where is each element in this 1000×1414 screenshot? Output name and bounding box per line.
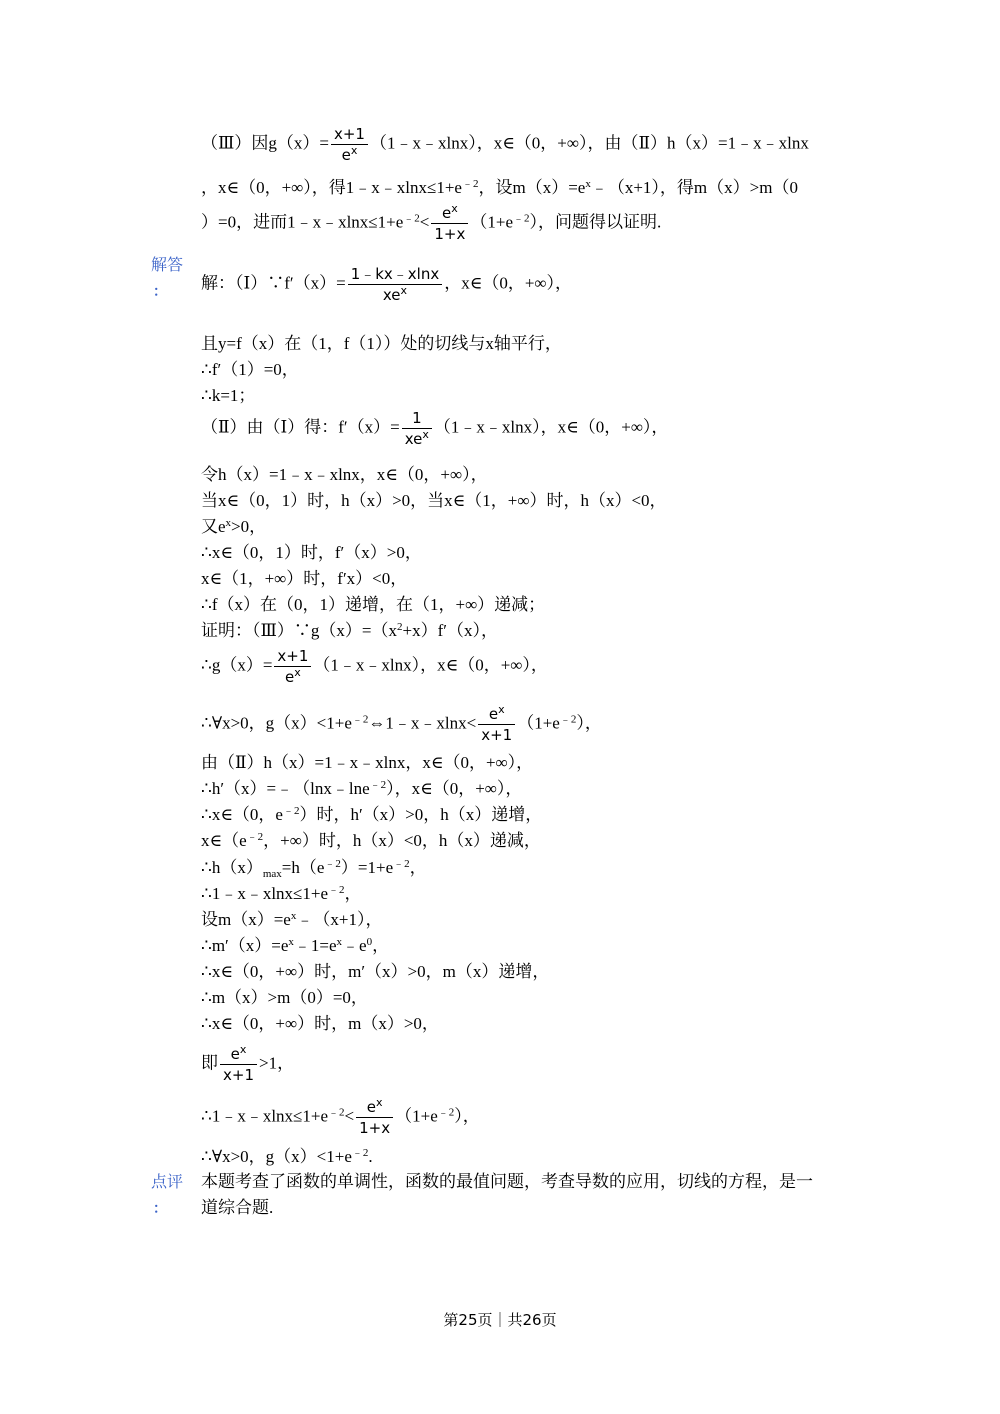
analysis-line-1 <box>201 124 809 165</box>
text: >1， <box>259 1053 295 1073</box>
exponent: x <box>239 1043 247 1056</box>
text: ∴1﹣x﹣xlnx≤1+e <box>201 1106 329 1126</box>
text: ），x∈（0，+∞）， <box>386 779 523 798</box>
text: ）， <box>454 1106 480 1126</box>
fraction-denominator: x+1 <box>481 726 513 744</box>
text: （1﹣x﹣xlnx），x∈（0，+∞）， <box>433 417 669 437</box>
text: ∴m′（x）=e <box>201 936 289 955</box>
text: ，+∞）时，h（x）<0，h（x）递减， <box>263 831 541 850</box>
subscript: max <box>262 868 282 880</box>
fraction-denominator <box>331 145 368 165</box>
exponent: ﹣2 <box>461 178 479 190</box>
fraction <box>478 704 515 745</box>
answer-label: 解答 <box>151 255 184 274</box>
base: e <box>341 146 351 164</box>
answer-label-colon: ： <box>153 284 167 300</box>
base: e <box>488 705 499 723</box>
solution-line-6: 令h（x）=1﹣x﹣xlnx，x∈（0，+∞）， <box>201 465 488 484</box>
analysis-line-2 <box>201 177 798 199</box>
fraction <box>274 646 311 687</box>
solution-line-24: ∴m（x）>m（0）=0， <box>201 988 368 1007</box>
fraction <box>331 124 368 165</box>
solution-line-21 <box>201 909 382 931</box>
exponent: x <box>225 517 232 529</box>
solution-line-13 <box>201 646 548 687</box>
fraction-denominator: x+1 <box>223 1066 254 1084</box>
text: < <box>419 212 430 232</box>
solution-line-9: ∴x∈（0，1）时，f′（x）>0， <box>201 543 422 562</box>
fraction-numerator: x+1 <box>331 124 368 145</box>
solution-line-1 <box>201 264 572 305</box>
text: ，x∈（0，+∞）， <box>444 273 573 293</box>
solution-line-10: x∈（1，+∞）时，f′x）<0， <box>201 569 408 588</box>
solution-line-2: 且y=f（x）在（1，f（1））处的切线与x轴平行， <box>201 334 562 353</box>
page-number: 第25页｜共26页 <box>443 1311 557 1329</box>
solution-line-3: ∴f′（1）=0， <box>201 360 299 379</box>
fraction <box>402 408 432 449</box>
fraction-denominator <box>348 285 443 305</box>
exponent: x <box>375 1096 383 1109</box>
text: 即 <box>201 1053 218 1073</box>
exponent: ﹣2 <box>513 212 530 225</box>
text: ∴g（x）= <box>201 655 273 675</box>
text: ）， <box>576 713 602 733</box>
comment-line-2: 道综合题. <box>201 1198 274 1217</box>
text: （1﹣x﹣xlnx），x∈（0，+∞）， <box>313 655 548 675</box>
exponent: ﹣2 <box>559 713 577 726</box>
fraction <box>348 264 443 305</box>
text: < <box>344 1106 355 1126</box>
solution-line-26 <box>201 1044 294 1085</box>
base: e <box>230 1045 240 1063</box>
text: （1+e <box>470 212 514 232</box>
fraction-numerator <box>478 704 515 725</box>
solution-line-8 <box>201 516 266 538</box>
base: xe <box>382 286 401 304</box>
fraction-denominator <box>402 429 432 449</box>
base: e <box>366 1098 376 1116</box>
text: ﹣（x+1），得m（x）>m（0 <box>590 178 798 197</box>
exponent: ﹣2 <box>351 1147 369 1159</box>
text: ∴x∈（0，e <box>201 805 283 824</box>
exponent: ﹣2 <box>369 779 387 791</box>
text: 解：（Ⅰ）∵f′（x）= <box>201 273 346 293</box>
exponent: x <box>451 202 458 215</box>
text: （Ⅱ）由（Ⅰ）得：f′（x）= <box>201 417 400 437</box>
text: 又e <box>201 517 226 536</box>
exponent: ﹣2 <box>246 831 264 843</box>
fraction-numerator <box>356 1097 393 1118</box>
text: ﹣e <box>342 936 367 955</box>
text: （1+e <box>395 1106 438 1126</box>
exponent: x <box>294 666 301 679</box>
solution-line-4: ∴k=1； <box>201 386 256 405</box>
text: ∴h（x） <box>201 858 263 877</box>
fraction <box>431 203 468 244</box>
solution-line-18 <box>201 830 541 852</box>
exponent: x <box>350 144 358 157</box>
exponent: x <box>336 936 343 948</box>
solution-line-7: 当x∈（0，1）时，h（x）>0，当x∈（1，+∞）时，h（x）<0， <box>201 491 667 510</box>
text: >0， <box>231 517 267 536</box>
fraction <box>220 1044 257 1085</box>
fraction-numerator: x+1 <box>274 646 311 667</box>
base: e <box>442 204 452 222</box>
fraction-numerator <box>220 1044 257 1065</box>
text: ），问题得以证明. <box>529 212 662 232</box>
text: +x）f′（x）， <box>402 621 498 640</box>
fraction <box>356 1097 393 1138</box>
fraction-numerator: 1 <box>402 408 432 429</box>
text: （1﹣x﹣xlnx），x∈（0，+∞），由（Ⅱ）h（x）=1﹣x﹣xlnx <box>369 133 809 153</box>
solution-line-11: ∴f（x）在（0，1）递增，在（1，+∞）递减； <box>201 595 546 614</box>
exponent: ﹣2 <box>324 858 341 870</box>
exponent: ﹣2 <box>393 858 410 870</box>
solution-line-27 <box>201 1097 480 1138</box>
solution-line-12 <box>201 620 498 642</box>
text: ， <box>344 884 362 903</box>
solution-line-23: ∴x∈（0，+∞）时，m′（x）>0，m（x）递增， <box>201 962 550 981</box>
exponent: x <box>290 910 297 922</box>
solution-line-28 <box>201 1146 373 1168</box>
solution-line-16 <box>201 778 522 800</box>
solution-line-15: 由（Ⅱ）h（x）=1﹣x﹣xlnx，x∈（0，+∞）， <box>201 753 534 772</box>
fraction-numerator <box>431 203 468 224</box>
exponent: x <box>288 936 294 948</box>
solution-line-19 <box>201 857 427 879</box>
text: ∴1﹣x﹣xlnx≤1+e <box>201 884 329 903</box>
fraction-denominator: 1+x <box>359 1119 391 1137</box>
exponent: ﹣2 <box>351 713 369 726</box>
text: ）=0，进而1﹣x﹣xlnx≤1+e <box>201 212 404 232</box>
solution-line-20 <box>201 883 362 905</box>
text: ∴h′（x）=﹣（lnx﹣lne <box>201 779 370 798</box>
text: ，设m（x）=e <box>478 178 586 197</box>
exponent: 2 <box>396 621 403 633</box>
analysis-line-3 <box>201 203 661 244</box>
base: e <box>285 668 295 686</box>
text: ， <box>409 858 427 877</box>
fraction-denominator <box>274 667 311 687</box>
text: ⇔1﹣x﹣xlnx< <box>368 713 477 733</box>
exponent: ﹣2 <box>282 805 300 817</box>
text: 证明：（Ⅲ）∵g（x）=（x <box>201 621 397 640</box>
text: 设m（x）=e <box>201 910 291 929</box>
text: ）时，h′（x）>0，h（x）递增， <box>299 805 543 824</box>
solution-line-14 <box>201 704 602 745</box>
text: ﹣（x+1）， <box>296 910 383 929</box>
text: x∈（e <box>201 831 247 850</box>
text: ）=1+e <box>340 858 394 877</box>
comment-line-1: 本题考查了函数的单调性，函数的最值问题，考查导数的应用，切线的方程，是一 <box>201 1172 813 1191</box>
exponent: x <box>585 178 591 190</box>
text: ∴∀x>0，g（x）<1+e <box>201 1147 352 1166</box>
solution-line-25: ∴x∈（0，+∞）时，m（x）>0， <box>201 1014 439 1033</box>
solution-line-22 <box>201 935 389 957</box>
solution-line-5 <box>201 408 668 449</box>
fraction-numerator: 1﹣kx﹣xlnx <box>348 264 443 285</box>
text: ﹣1=e <box>293 936 337 955</box>
exponent: ﹣2 <box>437 1106 455 1119</box>
comment-label-colon: ： <box>153 1201 167 1217</box>
solution-line-17 <box>201 804 542 826</box>
base: xe <box>404 430 423 448</box>
exponent: 0 <box>366 936 373 948</box>
text: ∴∀x>0，g（x）<1+e <box>201 713 352 733</box>
text: . <box>368 1147 373 1166</box>
text: ， <box>372 936 390 955</box>
exponent: x <box>498 703 505 716</box>
text: =h（e <box>281 858 325 877</box>
comment-label: 点评 <box>151 1172 184 1191</box>
exponent: x <box>422 428 429 441</box>
exponent: ﹣2 <box>328 1106 345 1119</box>
text: ，x∈（0，+∞），得1﹣x﹣xlnx≤1+e <box>201 178 462 197</box>
text: （1+e <box>517 713 560 733</box>
exponent: ﹣2 <box>403 212 420 225</box>
exponent: ﹣2 <box>328 884 345 896</box>
text: （Ⅲ）因g（x）= <box>201 133 329 153</box>
exponent: x <box>400 284 408 297</box>
fraction-denominator: 1+x <box>434 225 466 243</box>
